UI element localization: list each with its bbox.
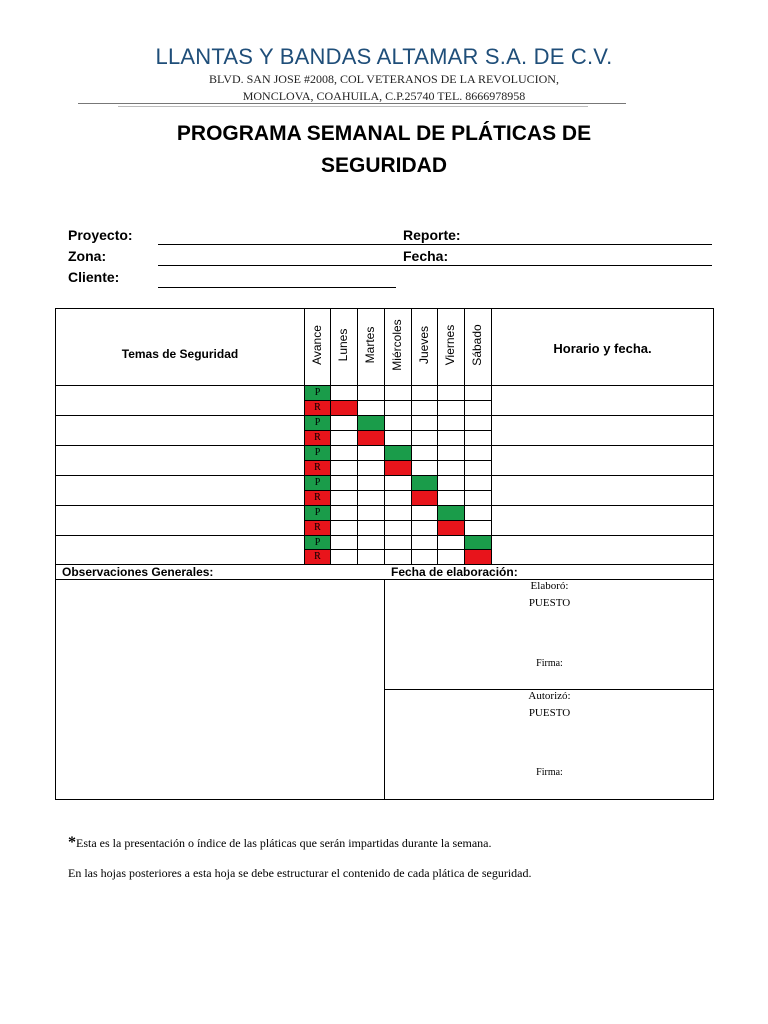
cliente-label: Cliente: [68, 269, 120, 285]
real-fill-sabado [465, 550, 491, 564]
zona-label: Zona: [68, 248, 107, 264]
half-row-line [304, 430, 491, 431]
puesto-label: PUESTO [528, 707, 571, 719]
address-line-1: BLVD. SAN JOSE #2008, COL VETERANOS DE LA REVOLUCION, [209, 72, 559, 86]
zona-fecha-line[interactable] [158, 265, 712, 266]
column-avance: Avance [310, 325, 324, 365]
note-asterisk: * [68, 834, 76, 851]
row-line [55, 445, 714, 446]
plan-cell: P [305, 386, 330, 400]
half-row-line [304, 520, 491, 521]
row-line [55, 385, 714, 386]
reporte-label: Reporte: [403, 227, 461, 243]
real-cell: R [305, 461, 330, 475]
real-fill-miercoles [385, 461, 411, 475]
real-cell: R [305, 401, 330, 415]
real-fill-lunes [331, 401, 357, 415]
firma-label: Firma: [536, 658, 563, 669]
plan-cell: P [305, 476, 330, 490]
real-fill-viernes [438, 521, 464, 535]
firma-label: Firma: [536, 767, 563, 778]
half-row-line [304, 490, 491, 491]
company-name: LLANTAS Y BANDAS ALTAMAR S.A. DE C.V. [155, 44, 613, 69]
real-fill-martes [358, 431, 384, 445]
col-divider [330, 308, 331, 565]
column-martes: Martes [363, 326, 377, 364]
observations-label: Observaciones Generales: [62, 565, 214, 579]
fecha-elaboracion-label: Fecha de elaboración: [391, 565, 518, 579]
row-line [55, 505, 714, 506]
half-row-line [304, 460, 491, 461]
plan-fill-sabado [465, 536, 491, 550]
plan-cell: P [305, 506, 330, 520]
schedule-header: Horario y fecha. [553, 341, 652, 356]
col-divider [464, 308, 465, 565]
half-row-line [304, 400, 491, 401]
column-lunes: Lunes [336, 328, 350, 362]
real-cell: R [305, 431, 330, 445]
proyecto-reporte-line[interactable] [158, 244, 712, 245]
address-line-2: MONCLOVA, COAHUILA, C.P.25740 TEL. 8666978958 [242, 89, 526, 103]
note-1-text: Esta es la presentación o índice de las pláticas que serán impartidas durante la semana. [76, 836, 492, 850]
row-line [55, 535, 714, 536]
plan-fill-viernes [438, 506, 464, 520]
plan-cell: P [305, 416, 330, 430]
header-divider [78, 103, 626, 104]
note-2: En las hojas posteriores a esta hoja se debe estructurar el contenido de cada plática de seguridad. [68, 866, 532, 880]
column-miercoles: Miércoles [390, 319, 404, 371]
col-divider [411, 308, 412, 565]
elaboro-label: Elaboró: [530, 580, 569, 592]
puesto-label: PUESTO [528, 597, 571, 609]
observations-area[interactable] [56, 580, 383, 799]
column-jueves: Jueves [417, 325, 431, 365]
plan-fill-miercoles [385, 446, 411, 460]
proyecto-label: Proyecto: [68, 227, 133, 243]
plan-cell: P [305, 446, 330, 460]
title-line-1: PROGRAMA SEMANAL DE PLÁTICAS DE [176, 122, 592, 145]
header-divider-thin [118, 106, 588, 107]
note-1 [68, 834, 492, 852]
autorizo-label: Autorizó: [528, 690, 571, 702]
fecha-label: Fecha: [403, 248, 449, 264]
real-cell: R [305, 550, 330, 564]
real-fill-jueves [412, 491, 437, 505]
column-viernes: Viernes [443, 324, 457, 366]
column-sabado: Sábado [470, 324, 484, 366]
title-line-2: SEGURIDAD [320, 154, 447, 177]
plan-fill-martes [358, 416, 384, 430]
cliente-line[interactable] [158, 287, 396, 288]
col-divider [384, 308, 385, 565]
real-cell: R [305, 521, 330, 535]
row-line [55, 475, 714, 476]
half-row-line [304, 549, 491, 550]
plan-cell: P [305, 536, 330, 550]
topics-header: Temas de Seguridad [121, 347, 239, 361]
plan-fill-jueves [412, 476, 437, 490]
document-title [0, 118, 768, 182]
real-cell: R [305, 491, 330, 505]
row-line [55, 415, 714, 416]
